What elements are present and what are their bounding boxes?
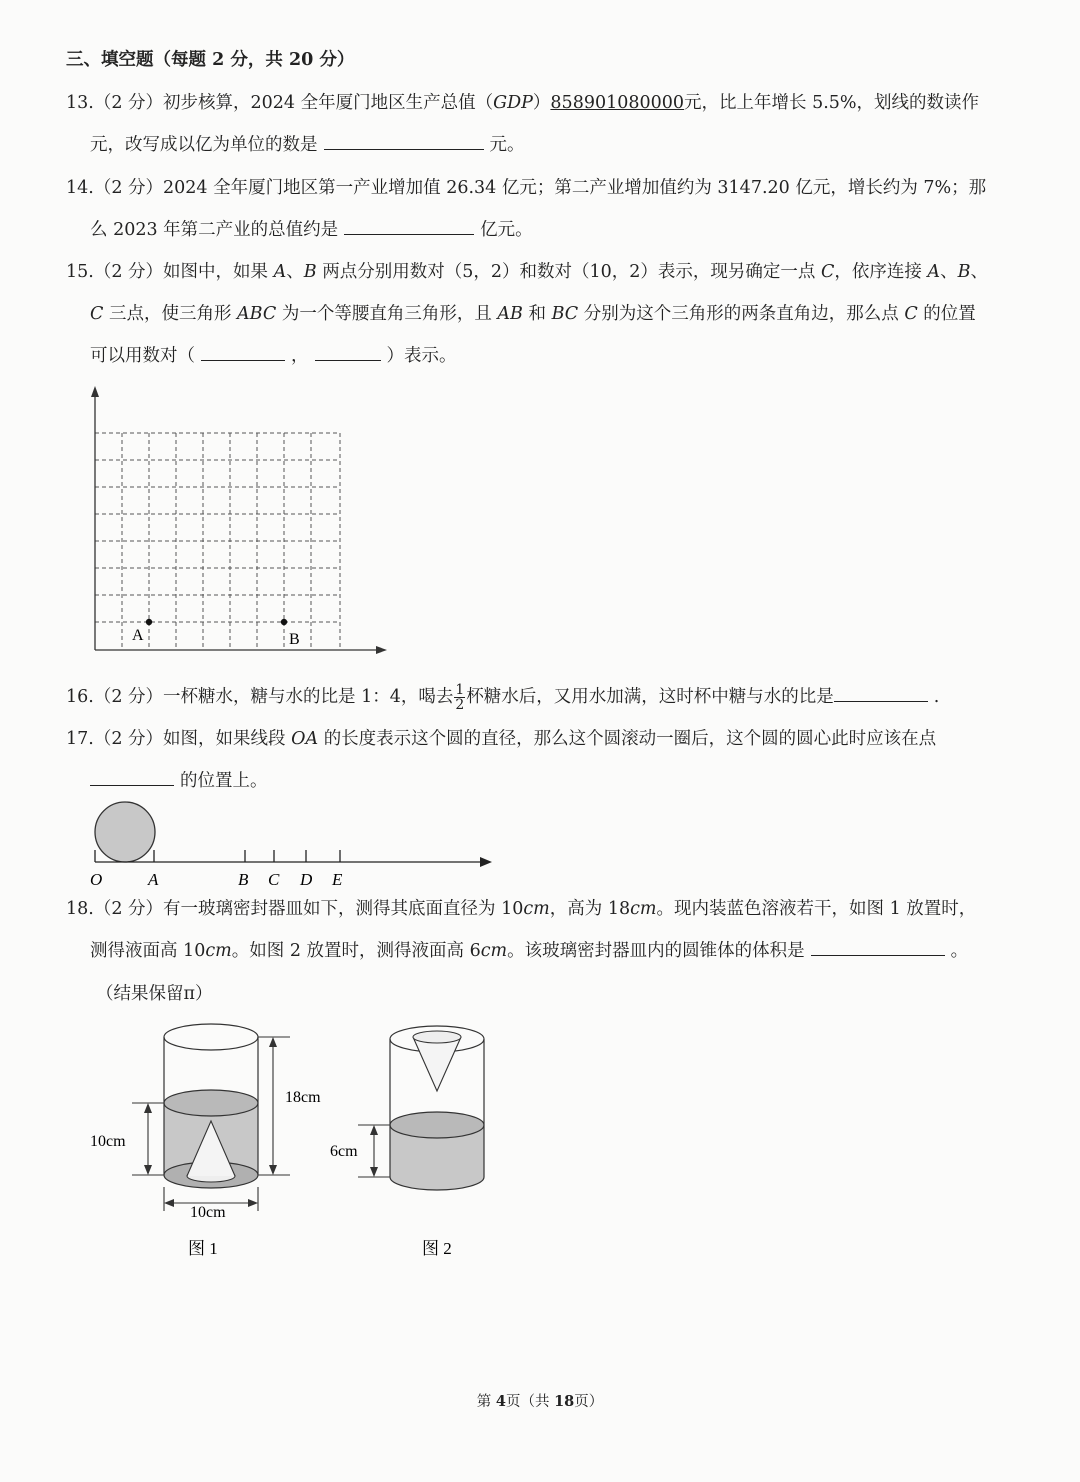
cylinder-figures: [80, 1015, 510, 1270]
answer-blank-16[interactable]: [834, 700, 928, 702]
figure-1-height-label: 18cm: [285, 1089, 321, 1106]
number-line-figure: [84, 800, 504, 892]
question-17-line-1: 17.（2 分）如图，如果线段 OA 的长度表示这个圆的直径，那么这个圆滚动一圈后，这个圆的圆心此时应该在点: [66, 729, 937, 749]
x-axis-arrow-icon: [376, 646, 387, 654]
figure-1-diameter-label: 10cm: [190, 1204, 226, 1221]
figure-1-liquid-label: 10cm: [90, 1133, 126, 1150]
label-d: D: [300, 870, 313, 889]
answer-blank-15-y[interactable]: [315, 359, 381, 361]
figure-2-caption: 图 2: [422, 1239, 452, 1258]
figure-2-liquid-label: 6cm: [330, 1143, 358, 1160]
question-14-line-2: 么 2023 年第二产业的总值约是 亿元。: [90, 220, 533, 240]
answer-blank-18[interactable]: [811, 954, 945, 956]
figure-2-cylinder: [390, 1026, 484, 1190]
point-b-label: B: [289, 631, 300, 648]
page-number: 4: [495, 1393, 506, 1410]
question-18-line-2: 测得液面高 10cm。如图 2 放置时，测得液面高 6cm。该玻璃密封器皿内的圆锥体的体积是 。: [90, 941, 969, 961]
question-14-line-1: 14.（2 分）2024 全年厦门地区第一产业增加值 26.34 亿元；第二产业增加值约为 3147.20 亿元，增长约为 7%；那: [66, 178, 987, 198]
question-18-line-3: （结果保留π）: [96, 984, 213, 1004]
question-17-line-2: 的位置上。: [90, 773, 268, 791]
coordinate-grid-figure: [80, 382, 400, 667]
underlined-number: 858901080000: [550, 93, 685, 113]
point-b: [281, 619, 287, 625]
figure-1-liquid-surface: [164, 1090, 258, 1116]
question-15-line-1: 15.（2 分）如图中，如果 A、B 两点分别用数对（5，2）和数对（10，2）表示，现另确定一点 C，依序连接 A、B、: [66, 262, 988, 282]
question-18-line-1: 18.（2 分）有一玻璃密封器皿如下，测得其底面直径为 10cm，高为 18cm。现内装蓝色溶液若干，如图 1 放置时，: [66, 899, 977, 919]
figure-1-caption: 图 1: [188, 1239, 218, 1258]
label-a: A: [148, 870, 159, 889]
label-o: O: [90, 870, 103, 889]
total-pages: 18: [554, 1393, 575, 1410]
point-a: [146, 619, 152, 625]
y-axis-arrow-icon: [91, 386, 99, 397]
question-13-line-2: 元，改写成以亿为单位的数是 元。: [90, 135, 525, 155]
figure-2-liquid-surface: [390, 1112, 484, 1138]
question-15-line-2: C 三点，使三角形 ABC 为一个等腰直角三角形，且 AB 和 BC 分别为这个三角形的两条直角边，那么点 C 的位置: [90, 304, 976, 324]
point-a-label: A: [132, 627, 144, 644]
fraction-one-half: $\frac{1}{2}$: [455, 682, 465, 713]
figure-1-cylinder: [164, 1024, 258, 1188]
answer-blank-13[interactable]: [324, 148, 484, 150]
figure-2-cone: [413, 1037, 461, 1091]
label-b: B: [238, 870, 249, 889]
answer-blank-15-x[interactable]: [201, 359, 285, 361]
number-line-arrow-icon: [480, 857, 492, 867]
grid-lines: [95, 433, 340, 650]
label-c: C: [268, 870, 280, 889]
question-16-line: 16.（2 分）一杯糖水，糖与水的比是 1：4，喝去 $\frac{1}{2}$ 杯糖水后，又用水加满，这时杯中糖与水的比是 .: [66, 682, 940, 713]
label-e: E: [332, 870, 343, 889]
page-footer: 第 4页（共 18页）: [476, 1393, 604, 1410]
figure-2-cone-base: [413, 1031, 461, 1043]
question-13-line-1: 13.（2 分）初步核算，2024 全年厦门地区生产总值（GDP）858901080000元，比上年增长 5.5%，划线的数读作: [66, 93, 980, 113]
answer-blank-17[interactable]: [90, 784, 174, 786]
figure-1-top: [164, 1024, 258, 1050]
question-15-line-3: 可以用数对（ ， ）表示。: [90, 346, 457, 366]
answer-blank-14[interactable]: [344, 233, 474, 235]
section-title: 三、填空题（每题 2 分，共 20 分）: [66, 50, 355, 70]
rolling-circle: [95, 802, 155, 862]
